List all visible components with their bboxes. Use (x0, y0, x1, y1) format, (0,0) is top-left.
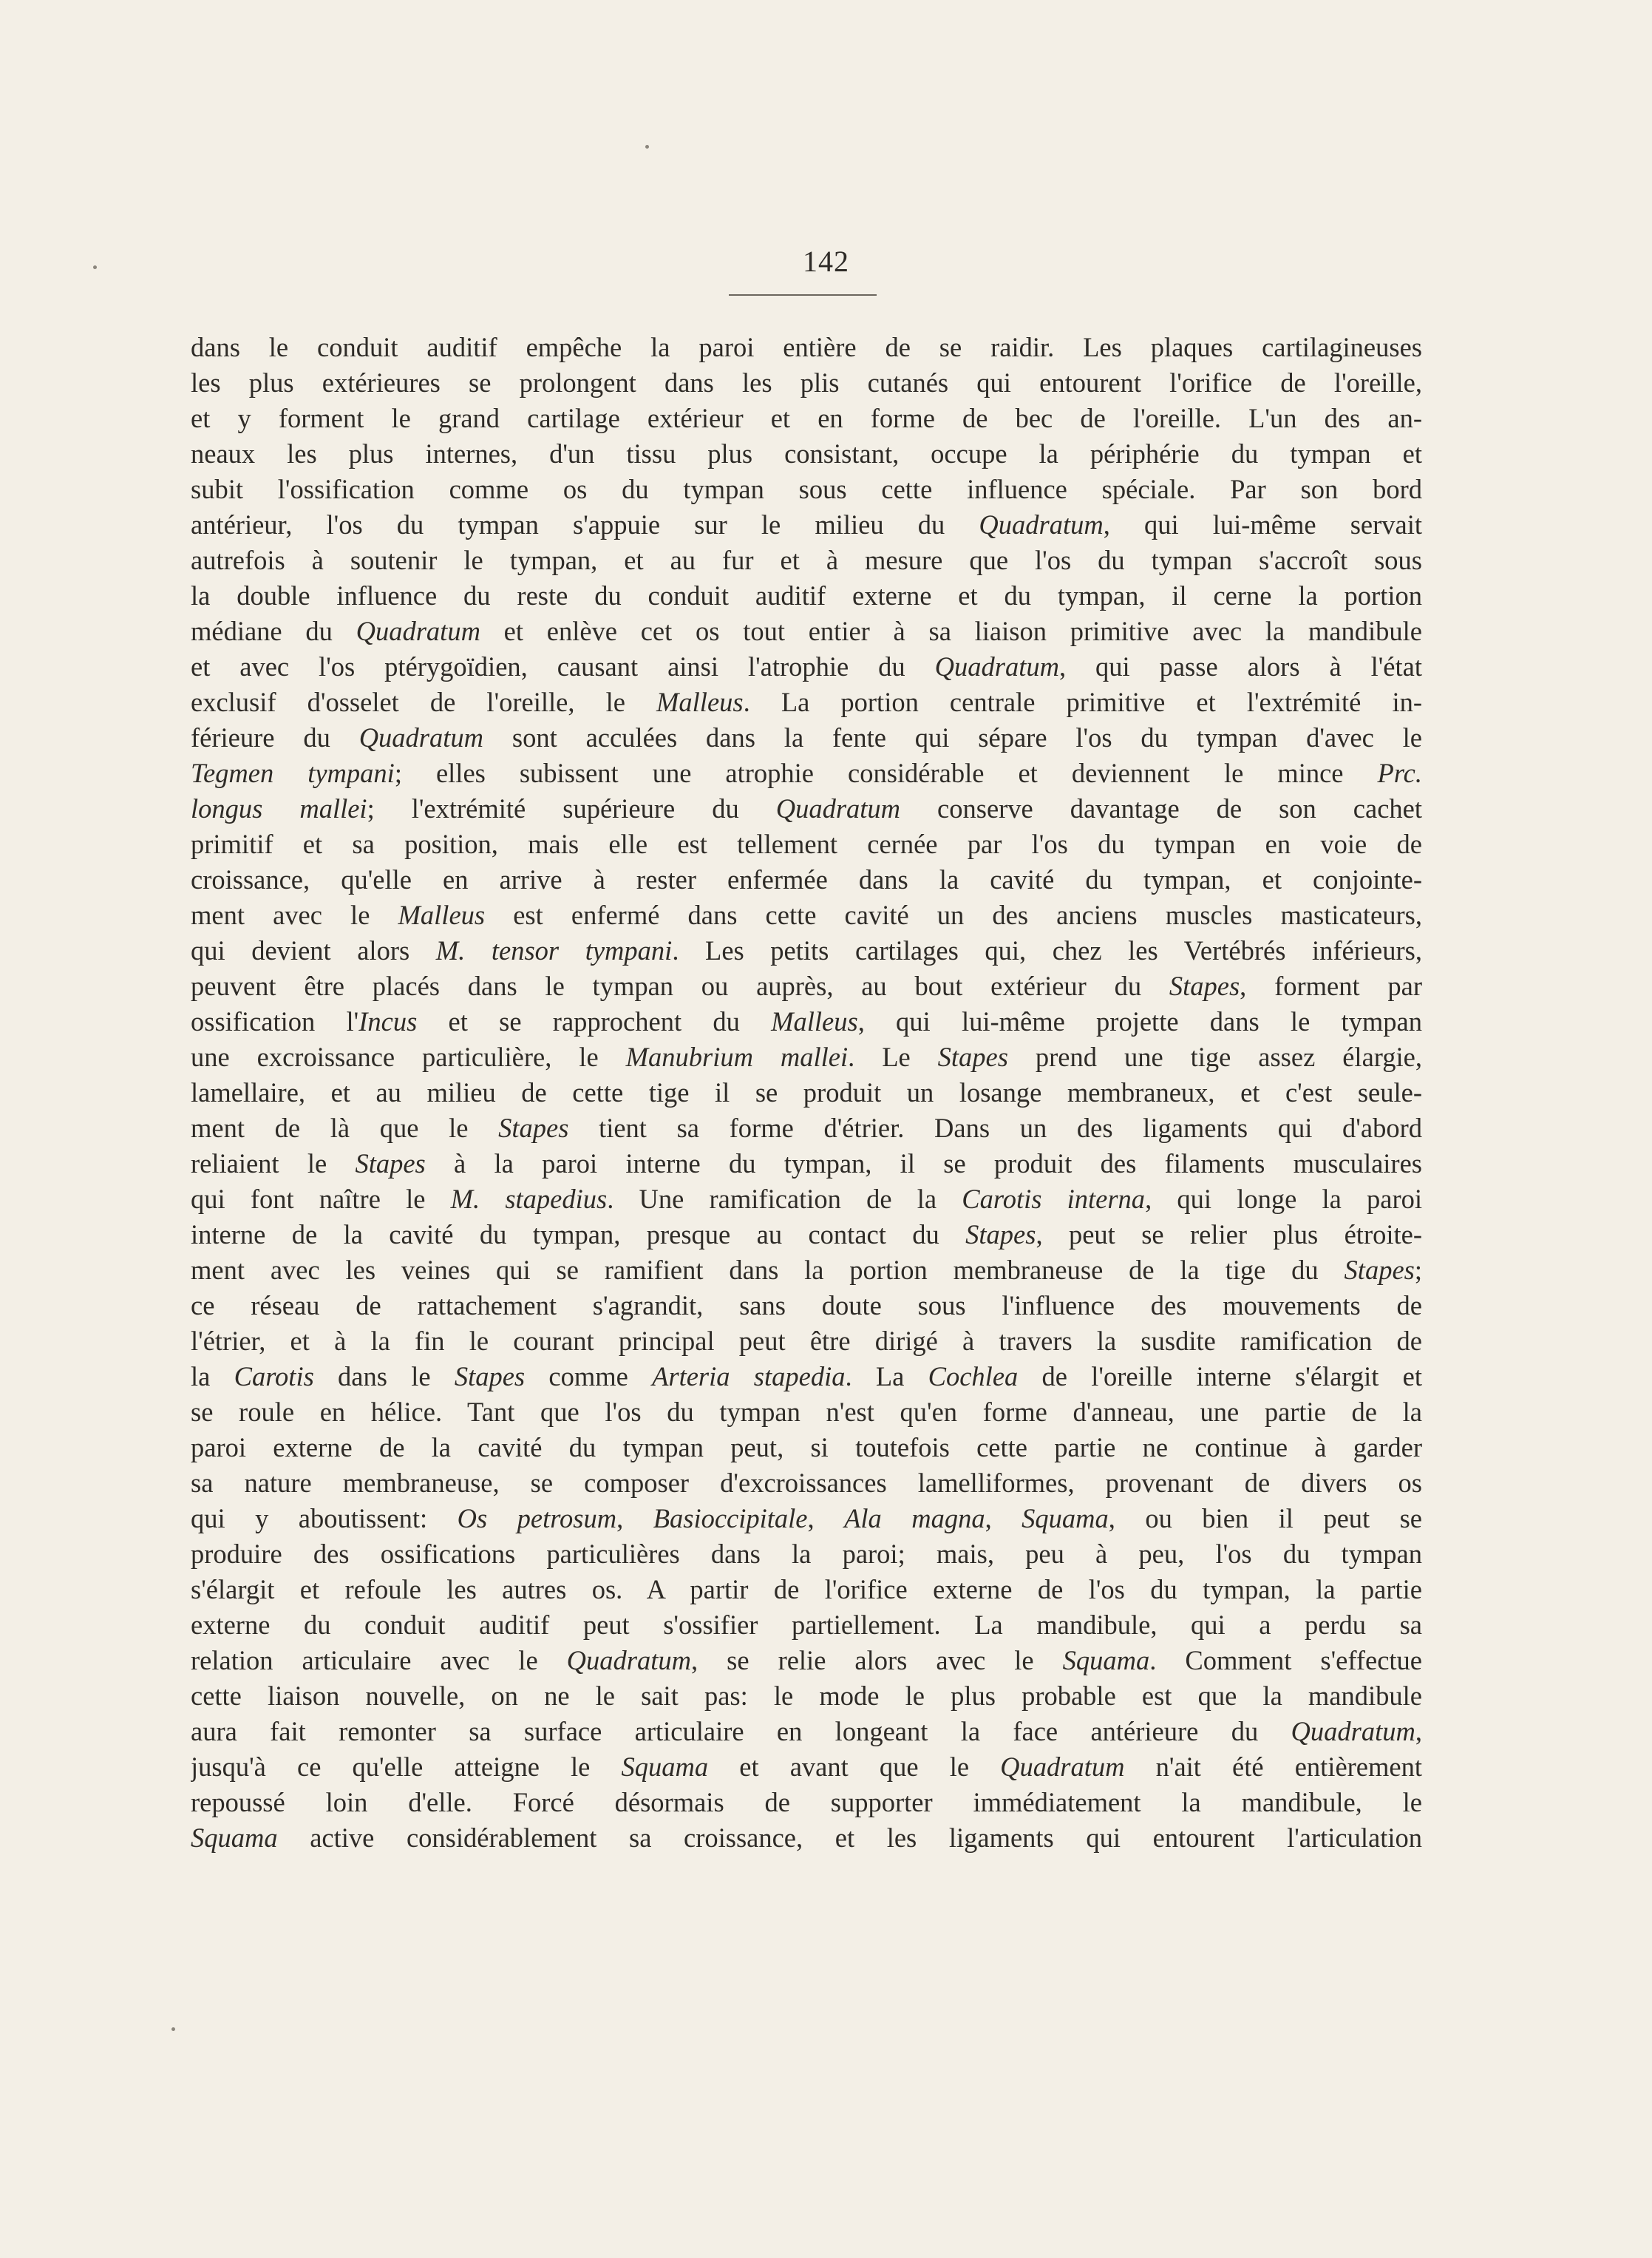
italic-term: Quadratum (775, 793, 901, 824)
italic-term: Stapes (1169, 971, 1240, 1001)
italic-term: Stapes (1344, 1255, 1415, 1285)
italic-term: Os petrosum (457, 1503, 617, 1533)
text-line: relation articulaire avec le Quadratum, se relie alors avec le Squama. Comment s'effectue (191, 1645, 1422, 1675)
italic-term: Ala magna (844, 1503, 985, 1533)
scan-speck (171, 2027, 175, 2031)
text-line: l'étrier, et à la fin le courant principal peut être dirigé à travers la susdite ramification de (191, 1326, 1422, 1356)
text-line: externe du conduit auditif peut s'ossifier partiellement. La mandibule, qui a perdu sa (191, 1610, 1422, 1640)
text-line: interne de la cavité du tympan, presque au contact du Stapes, peut se relier plus étroite- (191, 1219, 1422, 1250)
italic-term: Quadratum (934, 651, 1059, 682)
italic-term: longus mallei (191, 793, 367, 824)
text-line: ment de là que le Stapes tient sa forme d'étrier. Dans un des ligaments qui d'abord (191, 1113, 1422, 1143)
text-line: reliaient le Stapes à la paroi interne du tympan, il se produit des filaments musculaires (191, 1148, 1422, 1179)
italic-term: Quadratum (1291, 1716, 1415, 1746)
scan-speck (645, 145, 649, 149)
text-line: la Carotis dans le Stapes comme Arteria stapedia. La Cochlea de l'oreille interne s'élargit et (191, 1361, 1422, 1391)
italic-term: Stapes (937, 1042, 1008, 1072)
text-line: antérieur, l'os du tympan s'appuie sur le milieu du Quadratum, qui lui-même servait (191, 509, 1422, 540)
text-line: subit l'ossification comme os du tympan sous cette influence spéciale. Par son bord (191, 474, 1422, 504)
text-line: médiane du Quadratum et enlève cet os tout entier à sa liaison primitive avec la mandibule (191, 616, 1422, 646)
italic-term: Quadratum (356, 616, 480, 646)
italic-term: Malleus (398, 900, 486, 930)
page-number: 142 (803, 245, 849, 278)
text-line: autrefois à soutenir le tympan, et au fur et à mesure que l'os du tympan s'accroît sous (191, 545, 1422, 575)
text-line: jusqu'à ce qu'elle atteigne le Squama et avant que le Quadratum n'ait été entièrement (191, 1752, 1422, 1782)
italic-term: Arteria stapedia (652, 1361, 846, 1391)
italic-term: Squama (191, 1823, 278, 1853)
italic-term: Stapes (454, 1361, 526, 1391)
text-line: primitif et sa position, mais elle est tellement cernée par l'os du tympan en voie de (191, 829, 1422, 859)
text-line: produire des ossifications particulières dans la paroi; mais, peu à peu, l'os du tympan (191, 1539, 1422, 1569)
italic-term: Stapes (498, 1113, 569, 1143)
text-line: ossification l'Incus et se rapprochent du Malleus, qui lui-même projette dans le tympan (191, 1006, 1422, 1037)
text-line: sa nature membraneuse, se composer d'excroissances lamelliformes, provenant de divers os (191, 1468, 1422, 1498)
italic-term: Quadratum (1000, 1752, 1125, 1782)
text-line: lamellaire, et au milieu de cette tige il se produit un losange membraneux, et c'est seule- (191, 1077, 1422, 1108)
text-line: peuvent être placés dans le tympan ou auprès, au bout extérieur du Stapes, forment par (191, 971, 1422, 1001)
italic-term: Prc. (1377, 758, 1422, 788)
text-line: exclusif d'osselet de l'oreille, le Malleus. La portion centrale primitive et l'extrémité in- (191, 687, 1422, 717)
text-line: une excroissance particulière, le Manubrium mallei. Le Stapes prend une tige assez élargie, (191, 1042, 1422, 1072)
text-line: férieure du Quadratum sont acculées dans la fente qui sépare l'os du tympan d'avec le (191, 722, 1422, 753)
text-line: cette liaison nouvelle, on ne le sait pas: le mode le plus probable est que la mandibule (191, 1681, 1422, 1711)
scan-speck (93, 265, 97, 269)
text-line: neaux les plus internes, d'un tissu plus consistant, occupe la périphérie du tympan et (191, 438, 1422, 469)
italic-term: Cochlea (928, 1361, 1019, 1391)
italic-term: M. tensor tympani (435, 935, 673, 966)
text-line: la double influence du reste du conduit auditif externe et du tympan, il cerne la portion (191, 580, 1422, 611)
text-line: s'élargit et refoule les autres os. A partir de l'orifice externe de l'os du tympan, la partie (191, 1574, 1422, 1604)
italic-term: Squama (1062, 1645, 1150, 1675)
text-line: qui y aboutissent: Os petrosum, Basioccipitale, Ala magna, Squama, ou bien il peut se (191, 1503, 1422, 1533)
text-line: croissance, qu'elle en arrive à rester enfermée dans la cavité du tympan, et conjointe- (191, 864, 1422, 895)
text-line: Tegmen tympani; elles subissent une atrophie considérable et deviennent le mince Prc. (191, 758, 1422, 788)
text-line: et avec l'os ptérygoïdien, causant ainsi l'atrophie du Quadratum, qui passe alors à l'état (191, 651, 1422, 682)
italic-term: Stapes (965, 1219, 1036, 1250)
italic-term: Malleus (771, 1006, 858, 1037)
text-line: qui devient alors M. tensor tympani. Les petits cartilages qui, chez les Vertébrés inférieurs, (191, 935, 1422, 966)
italic-term: Basioccipitale (653, 1503, 808, 1533)
text-line: ment avec les veines qui se ramifient dans la portion membraneuse de la tige du Stapes; (191, 1255, 1422, 1285)
italic-term: Quadratum (979, 509, 1104, 540)
italic-term: Manubrium mallei (625, 1042, 849, 1072)
italic-term: M. stapedius (450, 1184, 608, 1214)
italic-term: Quadratum (566, 1645, 691, 1675)
italic-term: Squama (1022, 1503, 1109, 1533)
text-line: repoussé loin d'elle. Forcé désormais de supporter immédiatement la mandibule, le (191, 1787, 1422, 1817)
text-line: aura fait remonter sa surface articulaire en longeant la face antérieure du Quadratum, (191, 1716, 1422, 1746)
text-line: les plus extérieures se prolongent dans les plis cutanés qui entourent l'orifice de l'oreille, (191, 367, 1422, 398)
text-line: dans le conduit auditif empêche la paroi entière de se raidir. Les plaques cartilagineuses (191, 332, 1422, 362)
text-line: se roule en hélice. Tant que l'os du tympan n'est qu'en forme d'anneau, une partie de la (191, 1397, 1422, 1427)
text-line: et y forment le grand cartilage extérieur et en forme de bec de l'oreille. L'un des an- (191, 403, 1422, 433)
text-line: qui font naître le M. stapedius. Une ramification de la Carotis interna, qui longe la paroi (191, 1184, 1422, 1214)
italic-term: Tegmen tympani (191, 758, 395, 788)
body-paragraph (191, 330, 1422, 1856)
text-line: Squama active considérablement sa croissance, et les ligaments qui entourent l'articulation (191, 1823, 1422, 1853)
italic-term: Quadratum (358, 722, 484, 753)
italic-term: Carotis (234, 1361, 314, 1391)
page-number-rule (729, 294, 877, 296)
italic-term: Stapes (355, 1148, 426, 1179)
italic-term: Malleus (656, 687, 744, 717)
italic-term: Squama (621, 1752, 709, 1782)
italic-term: Carotis interna (962, 1184, 1146, 1214)
italic-term: Incus (358, 1006, 418, 1037)
text-line: ment avec le Malleus est enfermé dans cette cavité un des anciens muscles masticateurs, (191, 900, 1422, 930)
text-line: paroi externe de la cavité du tympan peut, si toutefois cette partie ne continue à garder (191, 1432, 1422, 1462)
text-line: ce réseau de rattachement s'agrandit, sans doute sous l'influence des mouvements de (191, 1290, 1422, 1320)
text-line: longus mallei; l'extrémité supérieure du Quadratum conserve davantage de son cachet (191, 793, 1422, 824)
